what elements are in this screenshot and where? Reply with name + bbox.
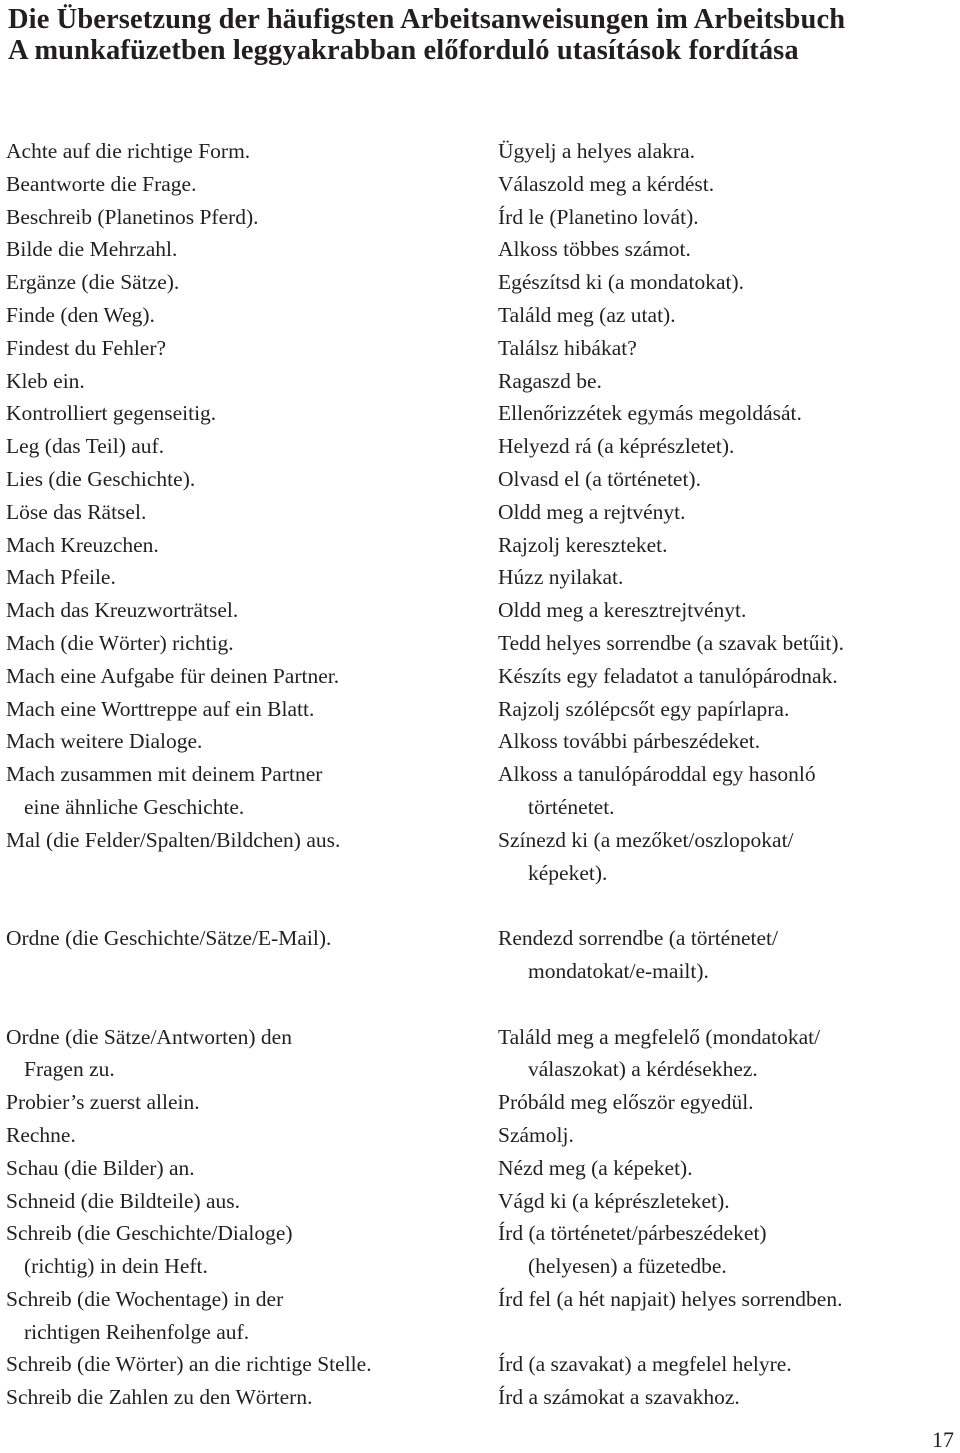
german-line: Mach das Kreuzworträtsel. [6,598,239,623]
table-row [0,201,960,234]
hungarian-translation [492,1283,960,1349]
german-instruction [0,463,492,496]
german-instruction [0,168,492,201]
hungarian-translation [492,824,960,890]
german-line: Schreib (die Wochentage) in der [6,1286,284,1311]
german-line: Ordne (die Geschichte/Sätze/E-Mail). [6,926,332,951]
hungarian-translation [492,496,960,529]
german-line: Rechne. [6,1122,76,1147]
table-row [0,1021,960,1087]
german-instruction [0,299,492,332]
german-line: Mach (die Wörter) richtig. [6,630,234,655]
german-line: Fragen zu. [24,1057,115,1082]
hungarian-translation [492,201,960,234]
hungarian-line: Vágd ki (a képrészleteket). [498,1188,730,1213]
german-line: Schreib (die Wörter) an die richtige Stelle. [6,1352,372,1377]
german-line: Schau (die Bilder) an. [6,1155,195,1180]
hungarian-line: Ragaszd be. [498,368,602,393]
german-line: Schreib die Zahlen zu den Wörtern. [6,1385,313,1410]
table-row [0,1086,960,1119]
hungarian-translation [492,1217,960,1283]
german-instruction [0,201,492,234]
hungarian-line: Írd fel (a hét napjait) helyes sorrendben. [498,1286,843,1311]
german-line: Kleb ein. [6,368,85,393]
german-instruction [0,627,492,660]
table-row [0,693,960,726]
german-line: Mach weitere Dialoge. [6,729,203,754]
german-line: Mach eine Worttreppe auf ein Blatt. [6,696,315,721]
hungarian-line: Találd meg (az utat). [498,302,676,327]
german-line: Ergänze (die Sätze). [6,270,180,295]
german-instruction [0,1119,492,1152]
page-number: 17 [932,1427,954,1452]
title-hungarian: A munkafüzetben leggyakrabban előforduló utasítások fordítása [8,35,799,66]
german-instruction [0,1348,492,1381]
german-line: Schneid (die Bildteile) aus. [6,1188,241,1213]
german-instruction [0,922,492,988]
german-instruction [0,135,492,168]
hungarian-line: Rajzolj kereszteket. [498,532,668,557]
hungarian-line: Írd le (Planetino lovát). [498,204,699,229]
german-line: Ordne (die Sätze/Antworten) den [6,1024,292,1049]
german-instruction [0,1381,492,1414]
german-instruction [0,1217,492,1283]
hungarian-translation [492,332,960,365]
german-instruction [0,233,492,266]
hungarian-line: Rendezd sorrendbe (a történetet/ [498,926,778,951]
german-instruction [0,430,492,463]
hungarian-line: Készíts egy feladatot a tanulópárodnak. [498,663,838,688]
title-german: Die Übersetzung der häufigsten Arbeitsanweisungen im Arbeitsbuch [8,4,846,35]
hungarian-translation [492,397,960,430]
hungarian-line: Húzz nyilakat. [498,565,624,590]
german-instruction [0,594,492,627]
german-instruction [0,660,492,693]
table-row [0,725,960,758]
german-instruction [0,1086,492,1119]
hungarian-line: mondatokat/e-mailt). [528,958,709,983]
hungarian-line: Színezd ki (a mezőket/oszlopokat/ [498,827,794,852]
german-line: Lies (die Geschichte). [6,466,196,491]
german-line: Mach eine Aufgabe für deinen Partner. [6,663,340,688]
hungarian-line: Egészítsd ki (a mondatokat). [498,270,744,295]
hungarian-line: Helyezd rá (a képrészletet). [498,434,735,459]
german-line: Beschreib (Planetinos Pferd). [6,204,259,229]
table-row [0,627,960,660]
hungarian-line: Ügyelj a helyes alakra. [498,139,695,163]
hungarian-line: Írd (a történetet/párbeszédeket) [498,1221,767,1246]
hungarian-line: Számolj. [498,1122,574,1147]
hungarian-line: válaszokat) a kérdésekhez. [528,1057,758,1082]
table-row [0,1152,960,1185]
hungarian-translation [492,561,960,594]
table-row [0,135,960,168]
table-row [0,758,960,824]
german-line: Achte auf die richtige Form. [6,139,251,163]
hungarian-line: Oldd meg a rejtvényt. [498,499,686,524]
german-line: Leg (das Teil) auf. [6,434,165,459]
german-instruction [0,725,492,758]
german-line: Probier’s zuerst allein. [6,1090,200,1115]
table-row [0,529,960,562]
table-row [0,365,960,398]
table-row [0,266,960,299]
german-line: Kontrolliert gegenseitig. [6,401,217,426]
hungarian-translation [492,529,960,562]
hungarian-translation [492,725,960,758]
table-row [0,594,960,627]
table-row [0,299,960,332]
hungarian-translation [492,1119,960,1152]
hungarian-translation [492,233,960,266]
hungarian-translation [492,1381,960,1414]
translation-table [0,135,960,1414]
hungarian-line: Tedd helyes sorrendbe (a szavak betűit). [498,630,844,655]
table-row [0,496,960,529]
hungarian-translation [492,1152,960,1185]
table-row [0,1119,960,1152]
table-row [0,463,960,496]
german-instruction [0,1021,492,1087]
hungarian-line: Nézd meg (a képeket). [498,1155,693,1180]
hungarian-translation [492,922,960,988]
hungarian-translation [492,1086,960,1119]
hungarian-line: Oldd meg a keresztrejtvényt. [498,598,747,623]
hungarian-translation [492,135,960,168]
table-row [0,1381,960,1414]
hungarian-translation [492,758,960,824]
table-row [0,397,960,430]
table-row [0,430,960,463]
german-instruction [0,496,492,529]
hungarian-line: történetet. [528,794,615,819]
german-instruction [0,1283,492,1349]
hungarian-line: képeket). [528,860,608,885]
german-line: Mal (die Felder/Spalten/Bildchen) aus. [6,827,341,852]
table-row [0,1185,960,1218]
hungarian-line: Alkoss további párbeszédeket. [498,729,761,754]
german-line: eine ähnliche Geschichte. [24,794,245,819]
german-instruction [0,332,492,365]
german-line: Mach Kreuzchen. [6,532,159,557]
hungarian-line: Alkoss a tanulópároddal egy hasonló [498,762,816,787]
german-instruction [0,824,492,890]
german-line: Beantworte die Frage. [6,171,197,196]
hungarian-translation [492,365,960,398]
hungarian-translation [492,168,960,201]
table-row [0,561,960,594]
german-line: Mach zusammen mit deinem Partner [6,762,323,787]
page-title [8,4,948,66]
hungarian-translation [492,1021,960,1087]
hungarian-line: Rajzolj szólépcsőt egy papírlapra. [498,696,790,721]
german-instruction [0,758,492,824]
german-line: Findest du Fehler? [6,335,167,360]
german-line: Schreib (die Geschichte/Dialoge) [6,1221,293,1246]
german-line: Bilde die Mehrzahl. [6,237,178,262]
table-row [0,168,960,201]
table-row [0,1283,960,1349]
hungarian-translation [492,1348,960,1381]
german-line: Löse das Rätsel. [6,499,147,524]
table-row [0,332,960,365]
hungarian-translation [492,660,960,693]
hungarian-translation [492,266,960,299]
german-instruction [0,266,492,299]
hungarian-translation [492,693,960,726]
hungarian-translation [492,463,960,496]
german-instruction [0,693,492,726]
german-instruction [0,365,492,398]
table-row [0,660,960,693]
table-row [0,922,960,988]
german-line: Finde (den Weg). [6,302,155,327]
hungarian-translation [492,299,960,332]
hungarian-line: Próbáld meg először egyedül. [498,1090,754,1115]
hungarian-line: Ellenőrizzétek egymás megoldását. [498,401,802,426]
hungarian-line: Írd (a szavakat) a megfelel helyre. [498,1352,792,1377]
table-row [0,1348,960,1381]
hungarian-translation [492,594,960,627]
hungarian-line: (helyesen) a füzetedbe. [528,1254,727,1279]
hungarian-line: Találd meg a megfelelő (mondatokat/ [498,1024,821,1049]
table-row [0,233,960,266]
german-line: richtigen Reihenfolge auf. [24,1319,250,1344]
hungarian-translation [492,627,960,660]
german-instruction [0,1185,492,1218]
hungarian-line: Válaszold meg a kérdést. [498,171,715,196]
hungarian-line: Alkoss többes számot. [498,237,691,262]
table-row [0,1217,960,1283]
hungarian-line: Találsz hibákat? [498,335,637,360]
german-line: Mach Pfeile. [6,565,116,590]
german-instruction [0,397,492,430]
table-row [0,824,960,890]
german-instruction [0,561,492,594]
german-line: (richtig) in dein Heft. [24,1254,208,1279]
hungarian-line: Olvasd el (a történetet). [498,466,701,491]
hungarian-translation [492,1185,960,1218]
hungarian-line: Írd a számokat a szavakhoz. [498,1385,740,1410]
hungarian-translation [492,430,960,463]
german-instruction [0,529,492,562]
german-instruction [0,1152,492,1185]
